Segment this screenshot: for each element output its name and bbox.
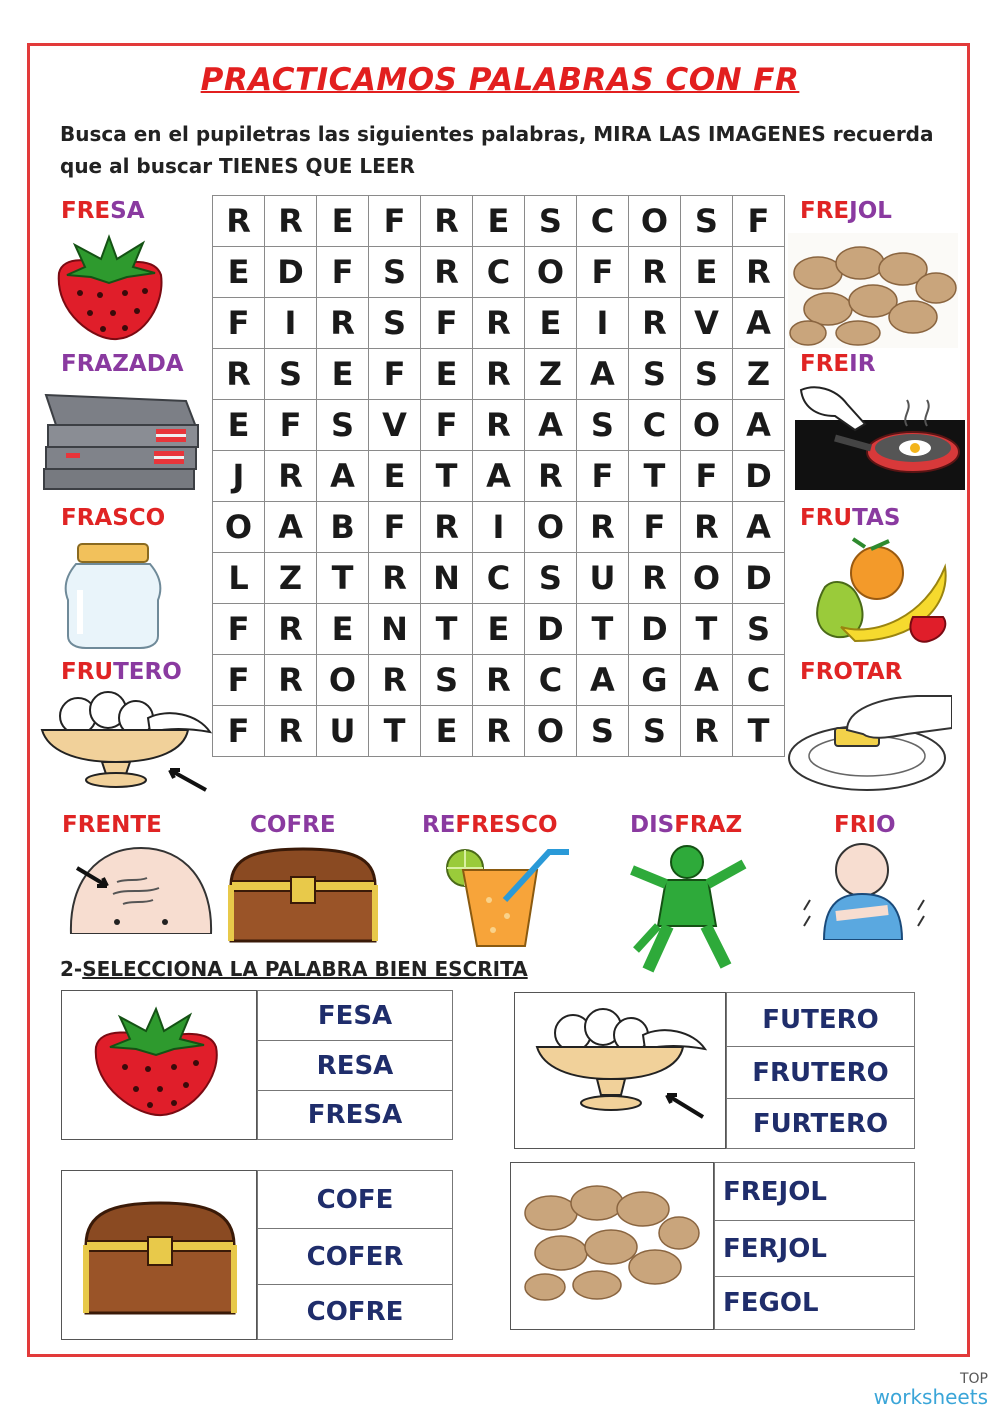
grid-cell[interactable]: A: [732, 400, 784, 451]
grid-row: [213, 451, 785, 502]
grid-cell[interactable]: E: [317, 349, 369, 400]
grid-cell[interactable]: E: [317, 604, 369, 655]
strawberry-icon: [45, 233, 170, 343]
grid-cell[interactable]: F: [213, 655, 265, 706]
grid-cell[interactable]: A: [576, 349, 628, 400]
grid-cell[interactable]: S: [265, 349, 317, 400]
grid-cell[interactable]: Z: [265, 553, 317, 604]
word-frutero: FRUTERO: [61, 659, 182, 685]
grid-cell[interactable]: I: [576, 298, 628, 349]
grid-cell[interactable]: E: [369, 451, 421, 502]
option-futero[interactable]: FUTERO: [727, 993, 914, 1047]
word-frutas: FRUTAS: [800, 505, 901, 531]
grid-row: [213, 553, 785, 604]
word-frio: FRIO: [834, 812, 896, 838]
word-frasco: FRASCO: [61, 505, 166, 531]
grid-cell[interactable]: A: [317, 451, 369, 502]
grid-cell[interactable]: S: [576, 706, 628, 757]
grid-cell[interactable]: A: [732, 298, 784, 349]
options-frejol: [714, 1162, 915, 1330]
option-furtero[interactable]: FURTERO: [752, 1108, 889, 1139]
grid-cell[interactable]: F: [732, 196, 784, 247]
grid-cell[interactable]: O: [524, 502, 576, 553]
grid-row: [213, 706, 785, 757]
treasure-chest-icon: [225, 845, 380, 945]
instr-bold: TIENES QUE LEER: [219, 154, 415, 178]
grid-cell[interactable]: F: [680, 451, 732, 502]
grid-cell[interactable]: E: [473, 604, 525, 655]
grid-cell[interactable]: R: [265, 655, 317, 706]
grid-cell[interactable]: R: [265, 196, 317, 247]
grid-cell[interactable]: F: [213, 298, 265, 349]
grid-cell[interactable]: O: [628, 196, 680, 247]
section-2-heading: 2-SELECCIONA LA PALABRA BIEN ESCRITA: [60, 957, 528, 981]
grid-cell[interactable]: L: [213, 553, 265, 604]
options-fresa: [257, 990, 453, 1140]
grid-row: [213, 502, 785, 553]
option-resa[interactable]: RESA: [258, 1041, 452, 1091]
grid-cell[interactable]: F: [421, 298, 473, 349]
grid-cell[interactable]: F: [317, 247, 369, 298]
word-search-grid[interactable]: [212, 195, 785, 757]
grid-cell[interactable]: S: [680, 196, 732, 247]
grid-cell[interactable]: E: [680, 247, 732, 298]
grid-cell[interactable]: R: [369, 655, 421, 706]
grid-cell[interactable]: E: [473, 196, 525, 247]
instr-part: recuerda: [825, 122, 934, 146]
grid-cell[interactable]: R: [628, 247, 680, 298]
grid-cell[interactable]: S: [524, 196, 576, 247]
grid-cell[interactable]: I: [265, 298, 317, 349]
grid-cell[interactable]: S: [680, 349, 732, 400]
grid-cell[interactable]: I: [473, 502, 525, 553]
grid-cell[interactable]: O: [524, 706, 576, 757]
word-cofre: COFRE: [250, 812, 336, 838]
grid-cell[interactable]: F: [213, 604, 265, 655]
option-cofe[interactable]: COFE: [258, 1171, 452, 1229]
grid-cell[interactable]: O: [524, 247, 576, 298]
grid-cell[interactable]: S: [369, 298, 421, 349]
grid-cell[interactable]: F: [576, 247, 628, 298]
grid-cell[interactable]: A: [680, 655, 732, 706]
grid-cell[interactable]: N: [421, 553, 473, 604]
grid-cell[interactable]: S: [628, 706, 680, 757]
footer-logo: TOP worksheets: [873, 1371, 988, 1409]
word-frente: FRENTE: [62, 812, 162, 838]
word-refresco: REFRESCO: [422, 812, 558, 838]
grid-cell[interactable]: C: [473, 247, 525, 298]
grid-cell[interactable]: A: [524, 400, 576, 451]
grid-cell[interactable]: T: [628, 451, 680, 502]
grid-cell[interactable]: T: [576, 604, 628, 655]
grid-cell[interactable]: F: [369, 349, 421, 400]
option-fresa[interactable]: FRESA: [307, 1100, 403, 1130]
grid-cell[interactable]: O: [213, 502, 265, 553]
grid-cell[interactable]: R: [421, 247, 473, 298]
grid-cell[interactable]: E: [213, 247, 265, 298]
word-freir: FREIR: [800, 351, 876, 377]
grid-cell[interactable]: E: [524, 298, 576, 349]
grid-cell[interactable]: T: [732, 706, 784, 757]
scrubbing-icon: [787, 688, 952, 798]
grid-cell[interactable]: O: [680, 400, 732, 451]
grid-cell[interactable]: R: [473, 298, 525, 349]
grid-cell[interactable]: C: [473, 553, 525, 604]
forehead-icon: [67, 842, 215, 934]
grid-cell[interactable]: Z: [732, 349, 784, 400]
grid-cell[interactable]: S: [732, 604, 784, 655]
beans-icon: [521, 1173, 701, 1313]
grid-cell[interactable]: F: [628, 502, 680, 553]
grid-cell[interactable]: E: [213, 400, 265, 451]
exercise-image-box: [514, 992, 726, 1149]
word-fresa: FRESA: [61, 198, 145, 224]
fruits-icon: [805, 537, 955, 647]
grid-cell[interactable]: R: [265, 604, 317, 655]
grid-cell[interactable]: R: [369, 553, 421, 604]
grid-cell[interactable]: V: [680, 298, 732, 349]
exercise-image-box: [61, 1170, 257, 1340]
grid-cell[interactable]: F: [421, 400, 473, 451]
grid-cell[interactable]: S: [421, 655, 473, 706]
grid-cell[interactable]: R: [473, 706, 525, 757]
grid-cell[interactable]: R: [473, 349, 525, 400]
grid-cell[interactable]: C: [732, 655, 784, 706]
grid-row: [213, 604, 785, 655]
fruit-bowl-icon: [38, 688, 213, 798]
grid-cell[interactable]: E: [421, 349, 473, 400]
grid-cell[interactable]: T: [369, 706, 421, 757]
grid-cell[interactable]: E: [421, 706, 473, 757]
instructions: [60, 118, 950, 182]
option-fesa[interactable]: FESA: [258, 991, 452, 1041]
grid-cell[interactable]: R: [265, 706, 317, 757]
grid-cell[interactable]: R: [732, 247, 784, 298]
grid-cell[interactable]: D: [732, 451, 784, 502]
grid-cell[interactable]: S: [576, 400, 628, 451]
grid-cell[interactable]: R: [680, 706, 732, 757]
grid-cell[interactable]: R: [421, 502, 473, 553]
grid-cell[interactable]: C: [628, 400, 680, 451]
grid-cell[interactable]: C: [576, 196, 628, 247]
grid-cell[interactable]: S: [628, 349, 680, 400]
grid-cell[interactable]: T: [317, 553, 369, 604]
grid-cell[interactable]: O: [680, 553, 732, 604]
word-frejol: FREJOL: [800, 198, 892, 224]
grid-cell[interactable]: A: [265, 502, 317, 553]
grid-cell[interactable]: S: [369, 247, 421, 298]
grid-cell[interactable]: Z: [524, 349, 576, 400]
grid-row: [213, 247, 785, 298]
grid-cell[interactable]: F: [576, 451, 628, 502]
grid-row: [213, 196, 785, 247]
grid-cell[interactable]: C: [524, 655, 576, 706]
word-disfraz: DISFRAZ: [630, 812, 743, 838]
grid-cell[interactable]: R: [473, 400, 525, 451]
grid-cell[interactable]: D: [265, 247, 317, 298]
grid-cell[interactable]: D: [524, 604, 576, 655]
option-frutero[interactable]: FRUTERO: [727, 1047, 914, 1099]
grid-cell[interactable]: V: [369, 400, 421, 451]
grid-cell[interactable]: R: [213, 349, 265, 400]
refresco-icon: [445, 840, 575, 950]
grid-cell[interactable]: R: [421, 196, 473, 247]
grid-cell[interactable]: R: [628, 553, 680, 604]
grid-cell[interactable]: D: [628, 604, 680, 655]
grid-cell[interactable]: F: [265, 400, 317, 451]
word-frotar: FROTAR: [800, 659, 903, 685]
word-frazada: FRAZADA: [61, 351, 184, 377]
grid-cell[interactable]: T: [680, 604, 732, 655]
grid-cell[interactable]: T: [421, 451, 473, 502]
grid-cell[interactable]: B: [317, 502, 369, 553]
grid-cell[interactable]: U: [576, 553, 628, 604]
page-title: PRACTICAMOS PALABRAS CON FR: [200, 62, 800, 98]
strawberry-icon: [90, 1005, 230, 1125]
grid-cell[interactable]: U: [317, 706, 369, 757]
grid-cell[interactable]: R: [524, 451, 576, 502]
grid-row: [213, 655, 785, 706]
exercise-image-box: [510, 1162, 714, 1330]
grid-cell[interactable]: R: [213, 196, 265, 247]
grid-row: [213, 400, 785, 451]
instr-part: que al buscar: [60, 154, 220, 178]
grid-cell[interactable]: R: [628, 298, 680, 349]
grid-cell[interactable]: R: [473, 655, 525, 706]
frying-pan-icon: [795, 380, 965, 490]
grid-cell[interactable]: R: [576, 502, 628, 553]
costume-icon: [622, 840, 752, 975]
grid-cell[interactable]: G: [628, 655, 680, 706]
option-fegol[interactable]: FEGOL: [723, 1288, 819, 1318]
option-frejol[interactable]: FREJOL: [715, 1163, 914, 1221]
grid-cell[interactable]: A: [576, 655, 628, 706]
grid-cell[interactable]: N: [369, 604, 421, 655]
grid-cell[interactable]: J: [213, 451, 265, 502]
options-cofre: [257, 1170, 453, 1340]
grid-cell[interactable]: D: [732, 553, 784, 604]
grid-cell[interactable]: F: [369, 196, 421, 247]
grid-cell[interactable]: R: [317, 298, 369, 349]
grid-cell[interactable]: F: [213, 706, 265, 757]
grid-cell[interactable]: A: [473, 451, 525, 502]
grid-cell[interactable]: T: [421, 604, 473, 655]
exercise-image-box: [61, 990, 257, 1140]
grid-cell[interactable]: E: [317, 196, 369, 247]
grid-cell[interactable]: F: [369, 502, 421, 553]
fruit-bowl-icon: [533, 1005, 713, 1125]
treasure-chest-icon: [80, 1199, 240, 1319]
options-frutero: [726, 992, 915, 1149]
grid-row: [213, 298, 785, 349]
instr-bold: MIRA LAS IMAGENES: [593, 122, 826, 146]
grid-cell[interactable]: S: [524, 553, 576, 604]
option-cofre[interactable]: COFRE: [306, 1297, 404, 1327]
grid-cell[interactable]: R: [680, 502, 732, 553]
cold-child-icon: [800, 840, 930, 940]
blanket-icon: [36, 387, 201, 497]
instr-part: Busca en el pupiletras las siguientes palabras,: [60, 122, 594, 146]
beans-icon: [788, 233, 958, 348]
grid-row: [213, 349, 785, 400]
grid-cell[interactable]: A: [732, 502, 784, 553]
grid-cell[interactable]: R: [265, 451, 317, 502]
grid-cell[interactable]: S: [317, 400, 369, 451]
grid-cell[interactable]: O: [317, 655, 369, 706]
option-cofer[interactable]: COFER: [258, 1229, 452, 1285]
jar-icon: [60, 540, 165, 652]
option-ferjol[interactable]: FERJOL: [715, 1221, 914, 1277]
